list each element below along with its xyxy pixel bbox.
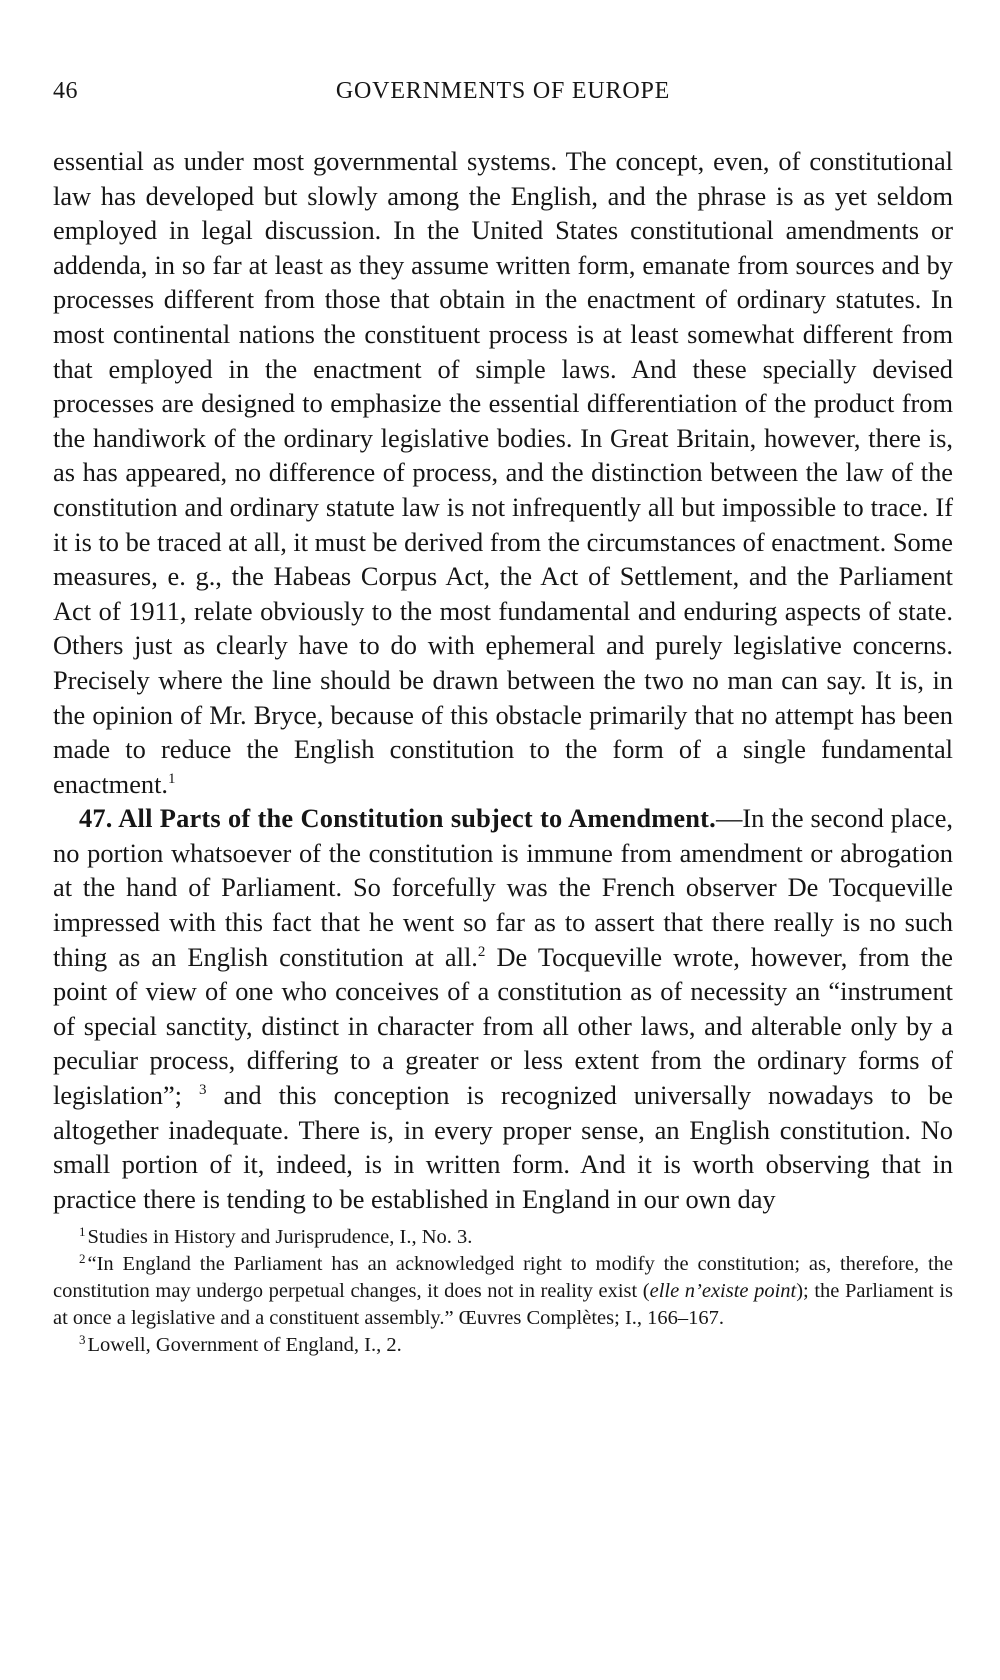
footnote-mark: 2 [79, 1251, 86, 1267]
footnote [53, 1332, 953, 1359]
paragraph-text: De Tocqueville wrote, however, from the point of view of one who conceives of a constitution as of necessity an “instrument of special sanctity, distinct in character from all other laws, and alterable only by a peculiar process, differing to a greater or less extent from the ordinary forms of legislation”; [53, 941, 953, 1111]
footnote-text: Studies in History and Jurisprudence, I., No. 3. [87, 1226, 473, 1249]
paragraph-text: essential as under most governmental systems. The concept, even, of constitutional law has developed but slowly among the English, and the phrase is as yet seldom employed in legal discussion. In the United States constitutional amendments or addenda, in so far at least as they assume written form, emanate from sources and by processes different from those that obtain in the enactment of ordinary statutes. In most continental nations the constituent process is at least somewhat different from that employed in the enactment of simple laws. And these specially devised processes are designed to emphasize the essential differentiation of the product from the handiwork of the ordinary legislative bodies. In Great Britain, however, there is, as has appeared, no difference of process, and the distinction between the law of the constitution and ordinary statute law is not infrequently all but impossible to trace. If it is to be traced at all, it must be derived from the circumstances of enactment. Some measures, e. g., the Habeas Corpus Act, the Act of Settlement, and the Parliament Act of 1911, relate obviously to the most fundamental and enduring aspects of state. Others just as clearly have to do with ephemeral and purely legislative concerns. Precisely where the line should be drawn between the two no man can say. It is, in the opinion of Mr. Bryce, because of this obstacle primarily that no attempt has been made to reduce the English constitution to the form of a single fundamental enactment. [53, 146, 953, 799]
running-head: GOVERNMENTS OF EUROPE [335, 78, 671, 104]
footnote-text: “In England the Parliament has an acknowledged right to modify the constitution; as, therefore, the constitution may undergo perpetual changes, it does not in reality exist ( [53, 1253, 953, 1303]
footnotes [53, 1224, 953, 1359]
page-header [53, 70, 953, 110]
paragraph-text: and this conception is recognized universally nowadays to be altogether inadequate. There is, in every proper sense, an English constitution. No small portion of it, indeed, is in written form. And it is worth observing that in practice there is tending to be established in England in our own day [53, 1080, 953, 1214]
footnote-mark: 1 [79, 1224, 86, 1240]
body-text [53, 144, 953, 1216]
footnote-text: ); the Parliament is at once a legislative and a constituent assembly.” Œuvres Complètes; I., 166–167. [53, 1280, 953, 1330]
footnote-text: Lowell, Government of England, I., 2. [87, 1334, 402, 1357]
footnote [53, 1251, 953, 1332]
book-page [53, 70, 953, 1359]
paragraph [53, 144, 953, 801]
footnote-mark: 3 [79, 1332, 86, 1348]
footnote-reference: 2 [477, 943, 486, 960]
footnote-reference: 3 [198, 1082, 207, 1099]
paragraph [53, 801, 953, 1216]
italic-phrase: elle n’existe point [649, 1280, 797, 1303]
section-heading: 47. All Parts of the Constitution subject to Amendment. [79, 803, 716, 834]
footnote-reference: 1 [168, 770, 176, 787]
paragraph-text: —In the second place, no portion whatsoever of the constitution is immune from amendment or abrogation at the hand of Parliament. So forcefully was the French observer De Tocqueville impressed with this fact that he went so far as to assert that there really is no such thing as an English constitution at all. [53, 803, 953, 972]
footnote [53, 1224, 953, 1251]
page-number: 46 [53, 78, 78, 104]
